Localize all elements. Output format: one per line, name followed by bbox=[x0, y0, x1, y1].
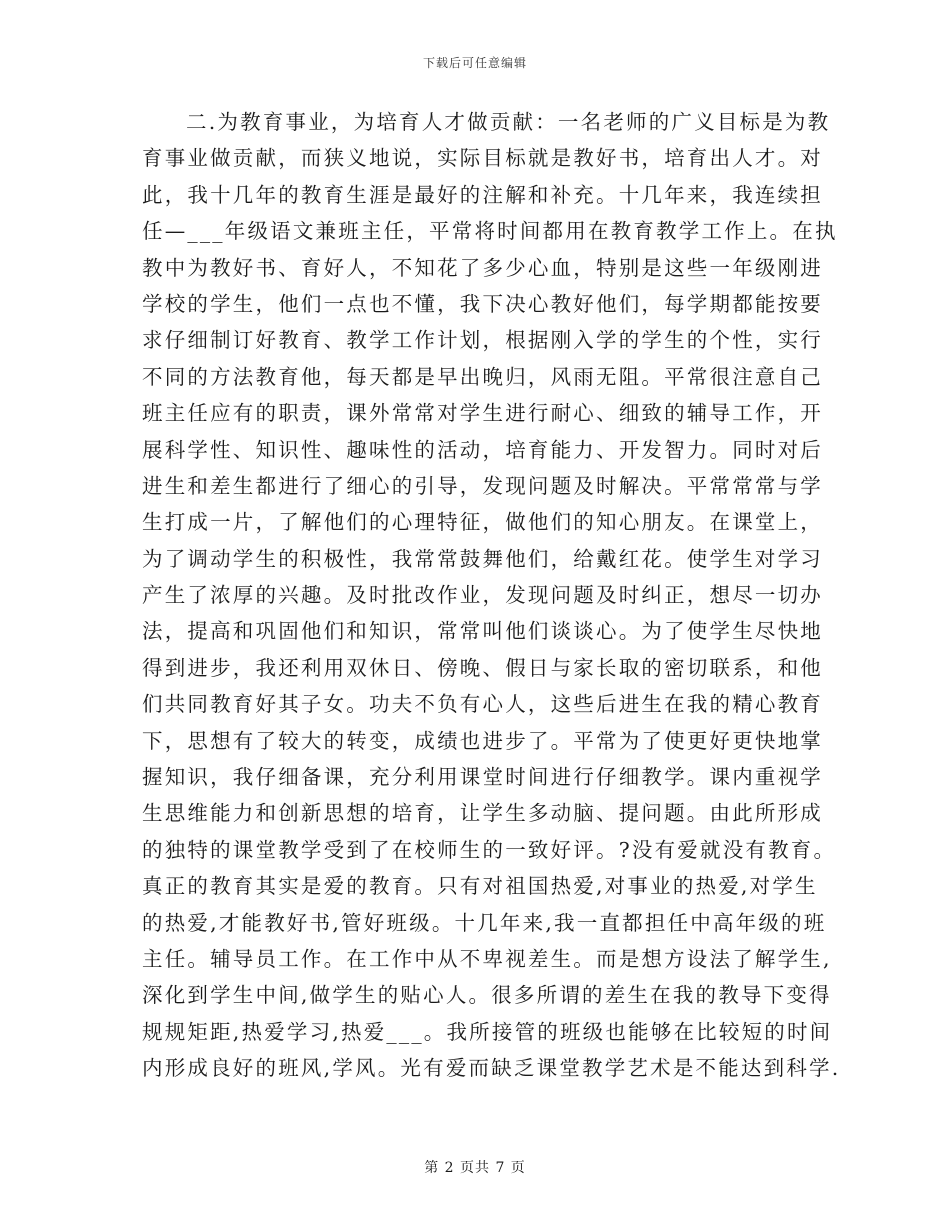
paragraph-line: 握知识，我仔细备课，充分利用课堂时间进行仔细教学。课内重视学 bbox=[142, 765, 823, 790]
paragraph-line: 学校的学生，他们一点也不懂，我下决心教好他们，每学期都能按要 bbox=[142, 291, 823, 316]
paragraph-line: 进生和差生都进行了细心的引导，发现问题及时解决。平常常常与学 bbox=[142, 473, 823, 498]
paragraph-line: 规规矩距,热爱学习,热爱___。我所接管的班级也能够在比较短的时间 bbox=[142, 1019, 833, 1044]
paragraph-line: 真正的教育其实是爱的教育。只有对祖国热爱,对事业的热爱,对学生 bbox=[142, 874, 818, 899]
paragraph-line: 产生了浓厚的兴趣。及时批改作业，发现问题及时纠正，想尽一切办 bbox=[142, 583, 823, 608]
paragraph-line: 求仔细制订好教育、教学工作计划，根据刚入学的学生的个性，实行 bbox=[142, 328, 823, 353]
paragraph-line: 不同的方法教育他，每天都是早出晚归，风雨无阻。平常很注意自己 bbox=[142, 364, 823, 389]
paragraph-line: 生打成一片，了解他们的心理特征，做他们的知心朋友。在课堂上， bbox=[142, 510, 823, 535]
page-number: 第 2 页共 7 页 bbox=[424, 1160, 526, 1176]
paragraph-line: 生思维能力和创新思想的培育，让学生多动脑、提问题。由此所形成 bbox=[142, 801, 823, 826]
paragraph-line: 的热爱,才能教好书,管好班级。十几年来,我一直都担任中高年级的班 bbox=[142, 910, 827, 935]
paragraph-line: 育事业做贡献，而狭义地说，实际目标就是教好书，培育出人才。对 bbox=[142, 146, 823, 171]
paragraph-line: 内形成良好的班风,学风。光有爱而缺乏课堂教学艺术是不能达到科学. bbox=[142, 1056, 841, 1081]
paragraph-line: 下，思想有了较大的转变，成绩也进步了。平常为了使更好更快地掌 bbox=[142, 728, 823, 753]
paragraph-line: 主任。辅导员工作。在工作中从不卑视差生。而是想方设法了解学生, bbox=[142, 946, 832, 971]
page-header: 下载后可任意编辑 bbox=[422, 56, 527, 70]
paragraph-line: 得到进步，我还利用双休日、傍晚、假日与家长取的密切联系，和他 bbox=[142, 655, 823, 680]
paragraph-line: 们共同教育好其子女。功夫不负有心人，这些后进生在我的精心教育 bbox=[142, 692, 823, 717]
paragraph-line: 任—___年级语文兼班主任，平常将时间都用在教育教学工作上。在执 bbox=[142, 219, 838, 244]
paragraph-line: 教中为教好书、育好人，不知花了多少心血，特别是这些一年级刚进 bbox=[142, 255, 823, 280]
document-body bbox=[142, 104, 841, 1087]
paragraph-line: 为了调动学生的积极性，我常常鼓舞他们，给戴红花。使学生对学习 bbox=[142, 546, 823, 571]
paragraph-line: 二.为教育事业，为培育人才做贡献：一名老师的广义目标是为教 bbox=[186, 110, 831, 134]
paragraph-line: 班主任应有的职责，课外常常对学生进行耐心、细致的辅导工作，开 bbox=[142, 401, 823, 426]
paragraph-line: 此，我十几年的教育生涯是最好的注解和补充。十几年来，我连续担 bbox=[142, 182, 823, 207]
paragraph-line: 展科学性、知识性、趣味性的活动，培育能力、开发智力。同时对后 bbox=[142, 437, 823, 462]
paragraph-line: 法，提高和巩固他们和知识，常常叫他们谈谈心。为了使学生尽快地 bbox=[142, 619, 823, 644]
paragraph-line: 的独特的课堂教学受到了在校师生的一致好评。?没有爱就没有教育。 bbox=[142, 837, 837, 862]
paragraph-line: 深化到学生中间,做学生的贴心人。很多所谓的差生在我的教导下变得 bbox=[142, 983, 832, 1008]
